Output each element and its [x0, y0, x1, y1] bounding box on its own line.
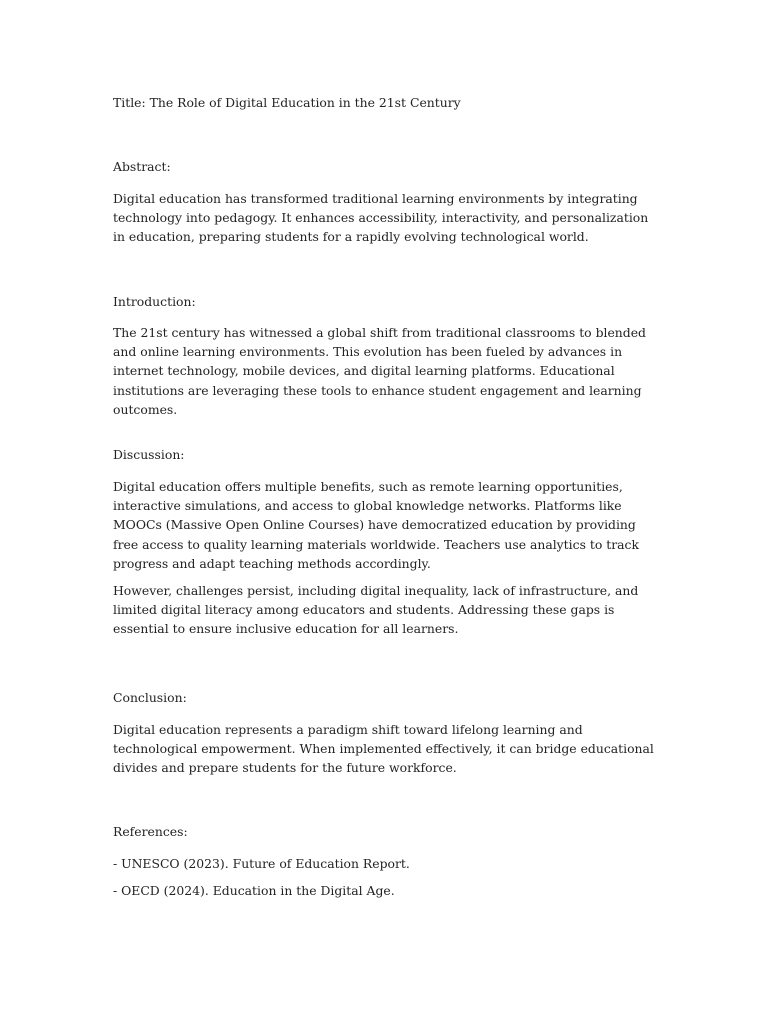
document-title: Title: The Role of Digital Education in the 21st Century	[113, 95, 461, 110]
conclusion-section	[113, 720, 663, 778]
abstract-paragraph: Digital education has transformed traditional learning environments by integrating technology into pedagogy. It enhances accessibility, interactivity, and personalization in education, preparing students for a rapidly evolving technological world.	[113, 191, 649, 245]
introduction-heading-block	[113, 292, 663, 311]
discussion-heading: Discussion:	[113, 447, 185, 462]
discussion-paragraph-1: Digital education offers multiple benefits, such as remote learning opportunities, interactive simulations, and access to global knowledge networks. Platforms like MOOCs (Massive Open Online Courses) have democratized education by providing free access to quality learning materials worldwide. Teachers use analytics to track progress and adapt teaching methods accordingly.	[113, 479, 639, 571]
conclusion-heading: Conclusion:	[113, 690, 187, 705]
document-title-block	[113, 93, 663, 112]
references-heading: References:	[113, 824, 188, 839]
abstract-section	[113, 189, 663, 247]
references-heading-block	[113, 822, 663, 841]
conclusion-paragraph: Digital education represents a paradigm shift toward lifelong learning and technological empowerment. When implemented effectively, it can bridge educational divides and prepare students for the future workforce.	[113, 722, 654, 776]
introduction-heading: Introduction:	[113, 294, 196, 309]
introduction-section	[113, 323, 663, 419]
references-list	[113, 854, 663, 900]
discussion-heading-block	[113, 445, 663, 464]
reference-item: - OECD (2024). Education in the Digital Age.	[113, 883, 395, 899]
conclusion-heading-block	[113, 688, 663, 707]
abstract-heading: Abstract:	[113, 159, 171, 174]
abstract-heading-block	[113, 157, 663, 176]
discussion-section	[113, 477, 663, 639]
reference-item: - UNESCO (2023). Future of Education Report.	[113, 856, 410, 871]
introduction-paragraph: The 21st century has witnessed a global shift from traditional classrooms to blended and online learning environments. This evolution has been fueled by advances in internet technology, mobile devices, and digital learning platforms. Educational institutions are leveraging these tools to enhance student engagement and learning outcomes.	[113, 325, 646, 417]
discussion-paragraph-2: However, challenges persist, including digital inequality, lack of infrastructure, and limited digital literacy among educators and students. Addressing these gaps is essential to ensure inclusive education for all learners.	[113, 583, 639, 637]
